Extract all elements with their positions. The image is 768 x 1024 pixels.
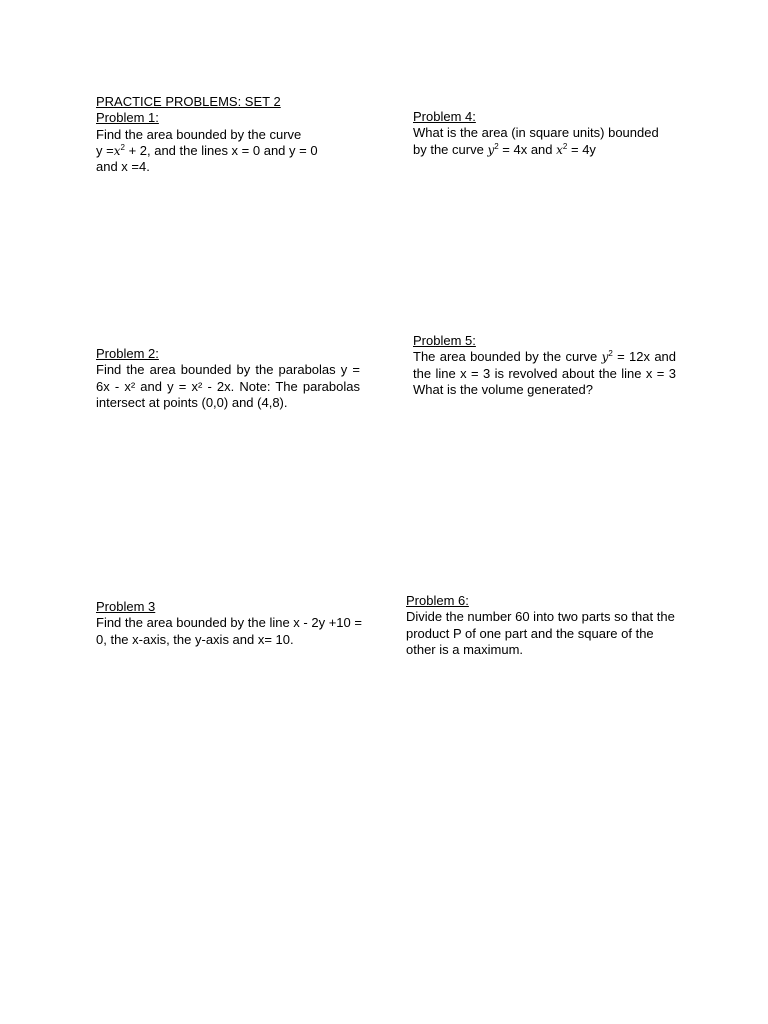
problem-4-text: What is the area (in square units) bounded by the curve $y^2 = 4x$ and $x^2 = 4y$ [413, 125, 659, 157]
problem-4-heading: Problem 4: [413, 109, 476, 124]
problem-5-block [413, 333, 676, 398]
problem-5-heading: Problem 5: [413, 333, 476, 348]
problem-2-text: Find the area bounded by the parabolas y = 6x - x² and y = x² - 2x. Note: The parabolas intersect at points (0,0) and (4,8). [96, 362, 360, 410]
problem-4-block [413, 109, 677, 158]
problem-6-block [406, 593, 676, 658]
problem-1-text: Find the area bounded by the curve $y =x^2 + 2$, and the lines x = 0 and y = 0 and x =4. [96, 126, 318, 175]
problem-3-text: Find the area bounded by the line x - 2y +10 = 0, the x-axis, the y-axis and x= 10. [96, 615, 362, 647]
problem-5-text: The area bounded by the curve $y^2 = 12x$ and the line x = 3 is revolved about the line x = 3 What is the volume generated? [413, 349, 677, 397]
problem-2-heading: Problem 2: [96, 346, 159, 361]
problem-6-text: Divide the number 60 into two parts so that the product P of one part and the square of the other is a maximum. [406, 609, 675, 657]
problem-6-heading: Problem 6: [406, 593, 469, 608]
problem-3-block [96, 599, 364, 648]
problem-2-block [96, 346, 360, 411]
document-title: PRACTICE PROBLEMS: SET 2 [96, 94, 281, 109]
problem-3-heading: Problem 3 [96, 599, 156, 614]
problem-1-block [96, 94, 360, 175]
problem-1-heading: Problem 1: [96, 110, 159, 126]
